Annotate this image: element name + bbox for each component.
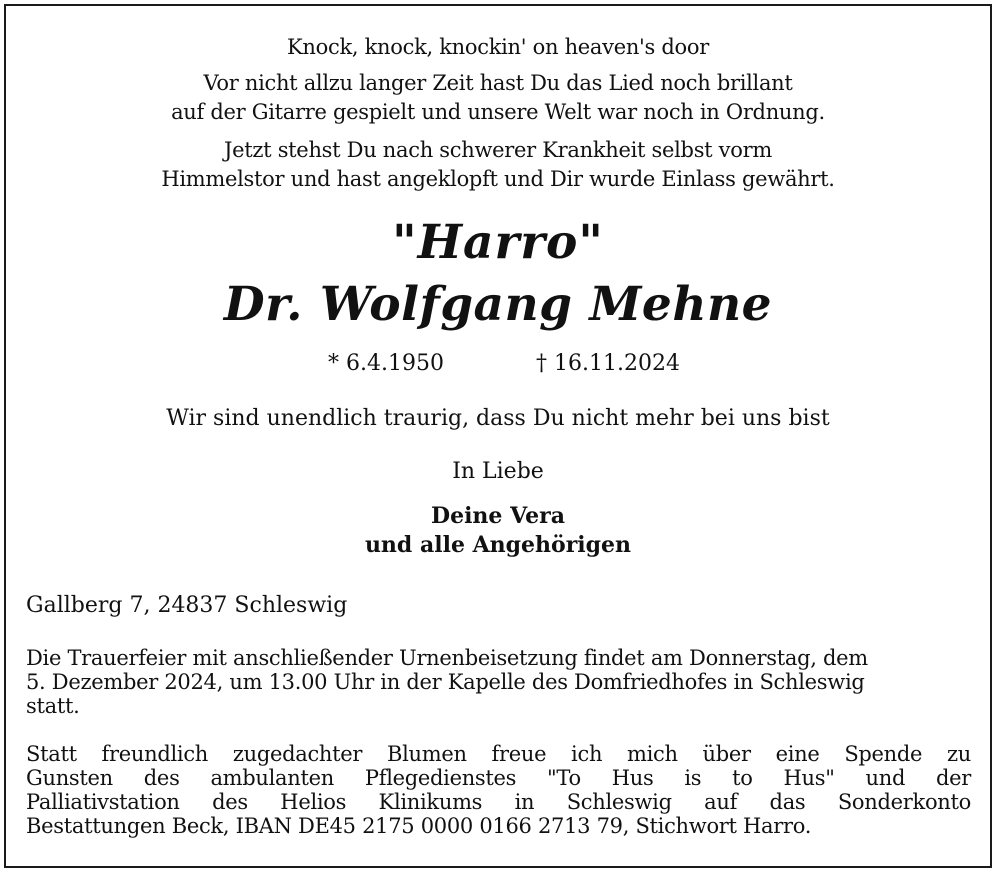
signature (6, 502, 990, 560)
obituary-notice (4, 4, 992, 868)
deceased-nickname: "Harro" (392, 215, 604, 270)
verse-title (6, 33, 990, 62)
verse-line: Jetzt stehst Du nach schwerer Krankheit selbst vorm (224, 138, 772, 162)
mourning-message: Wir sind unendlich traurig, dass Du nicht mehr bei uns bist (166, 406, 830, 431)
deceased-name: Dr. Wolfgang Mehne (223, 277, 773, 332)
signature-line: und alle Angehörigen (364, 532, 632, 558)
verse-line: Vor nicht allzu langer Zeit hast Du das Lied noch brillant (203, 71, 793, 95)
verse-line: Himmelstor und hast angeklopft und Dir wurde Einlass gewährt. (161, 167, 835, 191)
paragraph-line: Palliativstation des Helios Klinikums in Schleswig auf das Sonderkonto (26, 790, 971, 814)
paragraph-line: 5. Dezember 2024, um 13.00 Uhr in der Kapelle des Domfriedhofes in Schleswig (26, 670, 865, 694)
signature-line: Deine Vera (431, 503, 565, 529)
paragraph-line: statt. (26, 694, 80, 718)
funeral-details (26, 646, 971, 718)
verse-line: auf der Gitarre gespielt und unsere Welt war noch in Ordnung. (171, 100, 825, 124)
family-address: Gallberg 7, 24837 Schleswig (26, 593, 348, 618)
paragraph-line: Die Trauerfeier mit anschließender Urnenbeisetzung findet am Donnerstag, dem (26, 646, 868, 670)
paragraph-line: Statt freundlich zugedachter Blumen freue ich mich über eine Spende zu (26, 742, 971, 766)
verse-stanza-1 (6, 69, 990, 127)
verse-stanza-2 (6, 136, 990, 194)
birth-date: * 6.4.1950 (328, 351, 444, 376)
closing-phrase: In Liebe (452, 459, 544, 484)
donation-details (26, 742, 971, 838)
paragraph-line: Gunsten des ambulanten Pflegedienstes "To Hus is to Hus" und der (26, 766, 971, 790)
death-date: † 16.11.2024 (536, 351, 680, 376)
paragraph-line: Bestattungen Beck, IBAN DE45 2175 0000 0166 2713 79, Stichwort Harro. (26, 814, 812, 838)
verse-line: Knock, knock, knockin' on heaven's door (287, 35, 709, 59)
